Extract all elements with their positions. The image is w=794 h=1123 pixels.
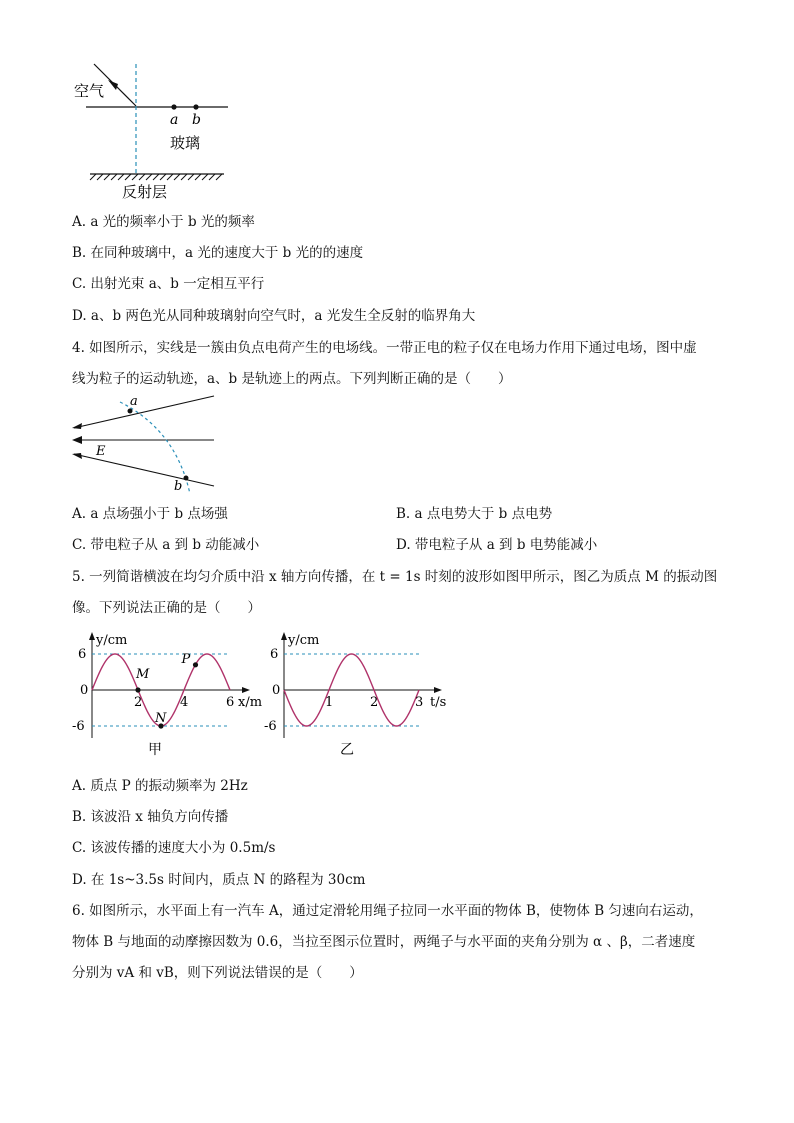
y-tick-label: 6 xyxy=(78,647,87,662)
field-line-bottom xyxy=(74,454,214,486)
x-axis-label: x/m xyxy=(238,695,263,710)
point-a xyxy=(171,104,176,109)
field-line-bottom-arrow xyxy=(72,453,82,459)
wave-chart-jia xyxy=(66,628,266,764)
air-label: 空气 xyxy=(74,82,105,100)
chart-title: 甲 xyxy=(148,742,162,758)
y-axis-label: y/cm xyxy=(96,633,128,648)
glass-label: 玻璃 xyxy=(170,134,201,152)
q4-option-a: A. a 点场强小于 b 点场强 xyxy=(72,506,228,522)
q4-stem-line2: 线为粒子的运动轨迹，a、b 是轨迹上的两点。下列判断正确的是（ ） xyxy=(72,371,512,387)
point-a xyxy=(128,409,133,414)
point-b xyxy=(184,476,189,481)
q4-option-c: C. 带电粒子从 a 到 b 动能减小 xyxy=(72,537,260,553)
x-tick-label: 1 xyxy=(325,695,334,710)
q6-line3: 分别为 vA 和 vB，则下列说法错误的是（ ） xyxy=(72,965,363,981)
point-n-label: N xyxy=(155,711,167,726)
a-label: a xyxy=(170,112,179,128)
y-tick-label: 6 xyxy=(270,647,279,662)
chart-title: 乙 xyxy=(340,742,354,758)
y-axis-arrow xyxy=(89,632,95,640)
q4-stem-line1: 4. 如图所示，实线是一簇由负点电荷产生的电场线。一带正电的粒子仅在电场力作用下通过电场，图中虚 xyxy=(72,340,697,356)
point-m xyxy=(135,687,140,692)
x-tick-label: 4 xyxy=(180,695,189,710)
electric-field-figure xyxy=(66,390,226,498)
x-axis-label: t/s xyxy=(430,695,447,710)
b-label: b xyxy=(192,112,201,128)
x-axis-arrow xyxy=(434,687,442,693)
refraction-figure xyxy=(66,60,236,200)
incident-arrowhead xyxy=(108,80,118,90)
q3-option-b: B. 在同种玻璃中，a 光的速度大于 b 光的的速度 xyxy=(72,245,364,261)
x-tick-label: 6 xyxy=(226,695,235,710)
q3-option-d: D. a、b 两色光从同种玻璃射向空气时，a 光发生全反射的临界角大 xyxy=(72,308,476,324)
q5-stem-line2: 像。下列说法正确的是（ ） xyxy=(72,600,261,616)
e-label: E xyxy=(96,444,106,459)
q5-option-b: B. 该波沿 x 轴负方向传播 xyxy=(72,809,229,825)
point-p-label: P xyxy=(181,651,191,667)
reflector-hatching xyxy=(90,174,222,180)
q5-option-d: D. 在 1s~3.5s 时间内，质点 N 的路程为 30cm xyxy=(72,872,366,888)
x-tick-label: 3 xyxy=(415,695,424,710)
point-b xyxy=(193,104,198,109)
origin-label: 0 xyxy=(272,683,281,698)
y-axis-arrow xyxy=(281,632,287,640)
field-line-top-arrow xyxy=(72,423,82,429)
a-label: a xyxy=(130,394,138,409)
x-tick-label: 2 xyxy=(370,695,379,710)
q6-line2: 物体 B 与地面的动摩擦因数为 0.6，当拉至图示位置时，两绳子与水平面的夹角分别为 α 、β，二者速度 xyxy=(72,934,696,950)
x-axis-arrow xyxy=(242,687,250,693)
b-label: b xyxy=(174,479,183,494)
field-line-middle-arrow xyxy=(72,436,82,444)
q4-option-b: B. a 点电势大于 b 点电势 xyxy=(396,506,553,522)
q5-option-a: A. 质点 P 的振动频率为 2Hz xyxy=(72,778,248,794)
field-line-top xyxy=(74,396,214,428)
q3-option-a: A. a 光的频率小于 b 光的频率 xyxy=(72,214,255,230)
q5-stem-line1: 5. 一列简谐横波在均匀介质中沿 x 轴方向传播，在 t = 1s 时刻的波形如图甲所示，图乙为质点 M 的振动图 xyxy=(72,569,718,585)
q6-line1: 6. 如图所示，水平面上有一汽车 A，通过定滑轮用绳子拉同一水平面的物体 B，使物体 B 匀速向右运动， xyxy=(72,903,703,919)
q4-option-d: D. 带电粒子从 a 到 b 电势能减小 xyxy=(396,537,598,553)
reflector-label: 反射层 xyxy=(122,183,168,200)
q5-option-c: C. 该波传播的速度大小为 0.5m/s xyxy=(72,840,276,856)
origin-label: 0 xyxy=(80,683,89,698)
y-tick-label: -6 xyxy=(72,719,85,734)
point-p xyxy=(193,662,198,667)
vibration-chart-yi xyxy=(262,628,462,764)
x-tick-label: 2 xyxy=(134,695,143,710)
y-axis-label: y/cm xyxy=(288,633,320,648)
y-tick-label: -6 xyxy=(264,719,277,734)
point-m-label: M xyxy=(136,667,150,682)
q3-option-c: C. 出射光束 a、b 一定相互平行 xyxy=(72,276,265,292)
